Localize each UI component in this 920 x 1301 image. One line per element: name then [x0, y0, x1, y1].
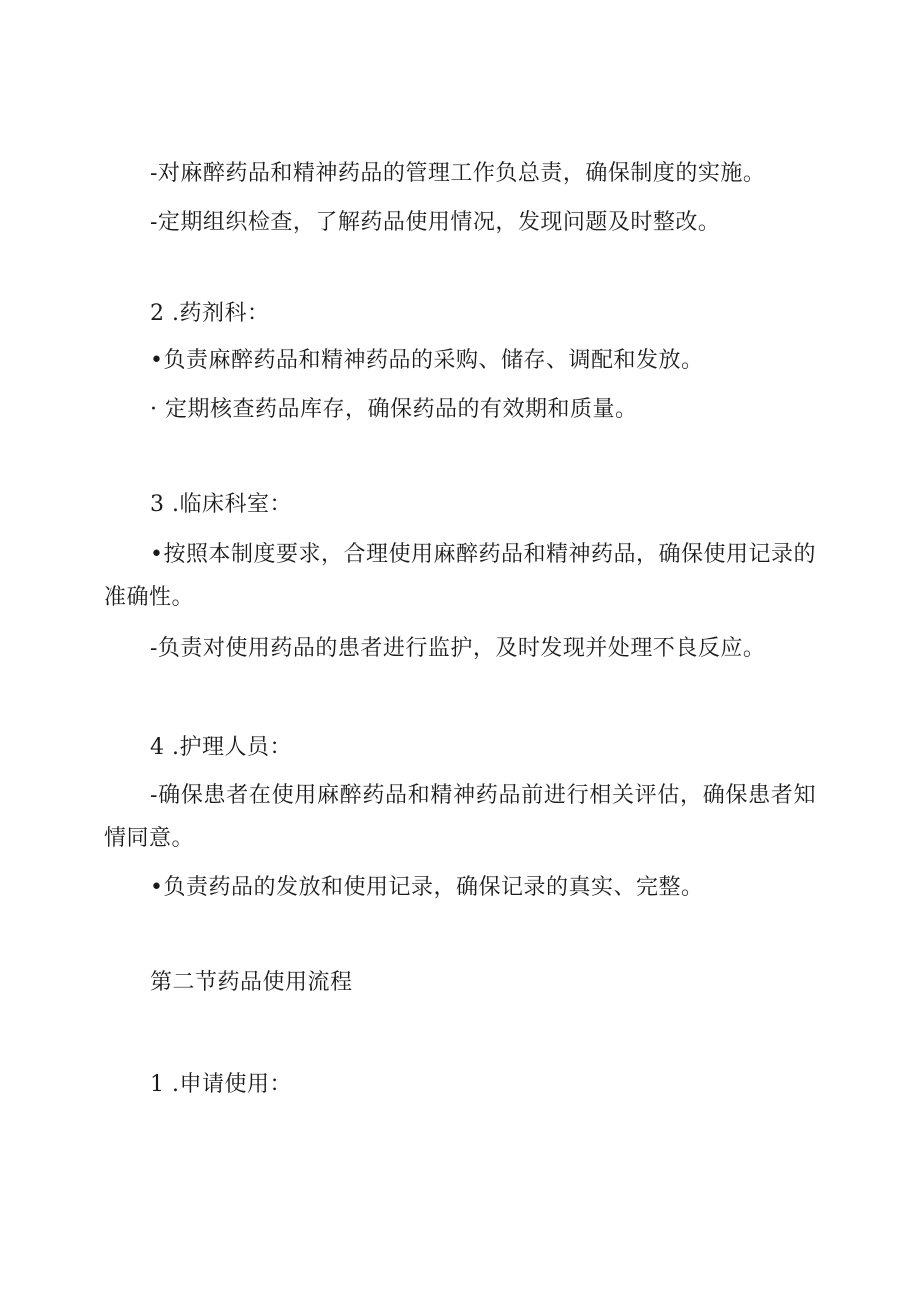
section2-item-b: · 定期核查药品库存，确保药品的有效期和质量。	[150, 397, 638, 422]
chapter-title: 第二节药品使用流程	[150, 970, 353, 995]
section4-item-a: -确保患者在使用麻醉药品和精神药品前进行相关评估，确保患者知情同意。	[104, 783, 816, 851]
section1-item-b: -定期组织检查，了解药品使用情况，发现问题及时整改。	[150, 210, 721, 235]
section3-heading: 3 .临床科室：	[150, 492, 292, 517]
section3-item-b: -负责对使用药品的患者进行监护，及时发现并处理不良反应。	[150, 636, 766, 661]
chapter-item1-heading: 1 .申请使用：	[150, 1072, 292, 1097]
section1-item-a: -对麻醉药品和精神药品的管理工作负总责，确保制度的实施。	[150, 161, 766, 186]
section4-item-b: •负责药品的发放和使用记录，确保记录的真实、完整。	[150, 875, 704, 900]
section3-item-a: •按照本制度要求，合理使用麻醉药品和精神药品，确保使用记录的准确性。	[104, 542, 816, 610]
section2-item-a: •负责麻醉药品和精神药品的采购、储存、调配和发放。	[150, 348, 704, 373]
section4-heading: 4 .护理人员：	[150, 735, 292, 760]
section2-heading: 2 .药剂科：	[150, 301, 270, 326]
